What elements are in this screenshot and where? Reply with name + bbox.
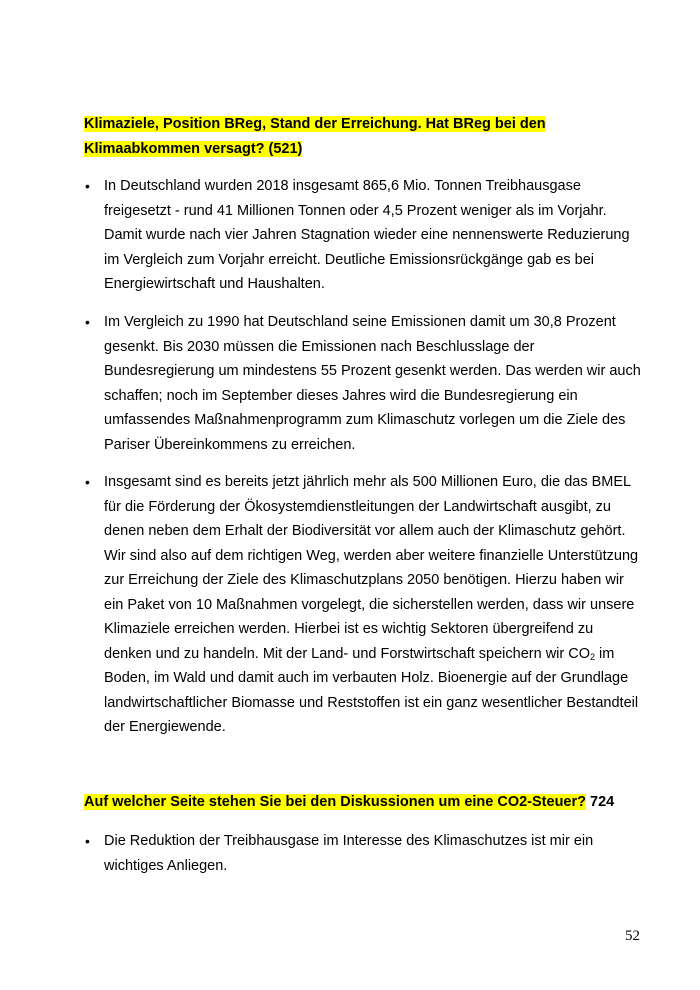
bullet-item bbox=[84, 829, 644, 878]
bullet-text: Im Vergleich zu 1990 hat Deutschland seine Emissionen damit um 30,8 Prozent gesenkt. Bis 2030 müssen die Emissionen nach Beschlusslage der Bundesregierung um mindestens 55 Prozent gesenkt werden. Das werden wir auch schaffen; noch im September dieses Jahres wird die Bundesregierung ein umfassendes Maßnahmenprogramm zum Klimaschutz vorlegen um die Ziele des Pariser Übereinkommens zu erreichen. bbox=[104, 314, 641, 453]
bullet-text-part: im Boden, im Wald und damit auch im verbauten Holz. Bioenergie auf der Grundlage landwirtschaftlicher Biomasse und Reststoffen ist ein ganz wesentlicher Bestandteil der Energiewende. bbox=[104, 645, 639, 735]
co2-subscript: 2 bbox=[590, 651, 596, 662]
heading-number: 724 bbox=[586, 794, 615, 810]
heading-highlight: Klimaziele, Position BReg, Stand der Erreichung. Hat BReg bei den Klimaabkommen versagt? (521) bbox=[84, 116, 546, 157]
bullet-dot-icon: • bbox=[85, 314, 90, 330]
bullet-text bbox=[104, 470, 644, 740]
bullet-text: In Deutschland wurden 2018 insgesamt 865,6 Mio. Tonnen Treibhausgase freigesetzt - rund 41 Millionen Tonnen oder 4,5 Prozent weniger als im Vorjahr. Damit wurde nach vier Jahren Stagnation wieder eine nennenswerte Reduzierung im Vergleich zum Vorjahr erreicht. Deutliche Emissionsrückgänge gab es bei Energiewirtschaft und Haushalten. bbox=[104, 178, 630, 292]
bullet-item bbox=[84, 310, 644, 457]
page-number: 52 bbox=[625, 928, 640, 944]
heading-highlight: Auf welcher Seite stehen Sie bei den Diskussionen um eine CO2-Steuer? bbox=[84, 794, 586, 810]
bullet-text: Die Reduktion der Treibhausgase im Interesse des Klimaschutzes ist mir ein wichtiges Anliegen. bbox=[104, 833, 594, 874]
bullet-dot-icon: • bbox=[85, 178, 90, 194]
bullet-dot-icon: • bbox=[85, 474, 90, 490]
bullet-dot-icon: • bbox=[85, 833, 90, 849]
section-heading-klimaziele bbox=[84, 112, 644, 161]
bullet-item bbox=[84, 470, 644, 740]
bullet-item bbox=[84, 174, 644, 297]
section-heading-co2-steuer bbox=[84, 790, 644, 815]
bullet-text-part: Insgesamt sind es bereits jetzt jährlich mehr als 500 Millionen Euro, die das BMEL für die Förderung der Ökosystemdienstleitungen der Landwirtschaft ausgibt, zu denen neben dem Erhalt der Biodiversität vor allem auch der Klimaschutz gehört. Wir sind also auf dem richtigen Weg, werden aber weitere finanzielle Unterstützung zur Erreichung der Ziele des Klimaschutzplans 2050 benötigen. Hierzu haben wir ein Paket von 10 Maßnahmen vorgelegt, die sicherstellen werden, dass wir unsere Klimaziele erreichen werden. Hierbei ist es wichtig Sektoren übergreifend zu denken und zu handeln. Mit der Land- und Forstwirtschaft speichern wir CO bbox=[104, 474, 639, 662]
